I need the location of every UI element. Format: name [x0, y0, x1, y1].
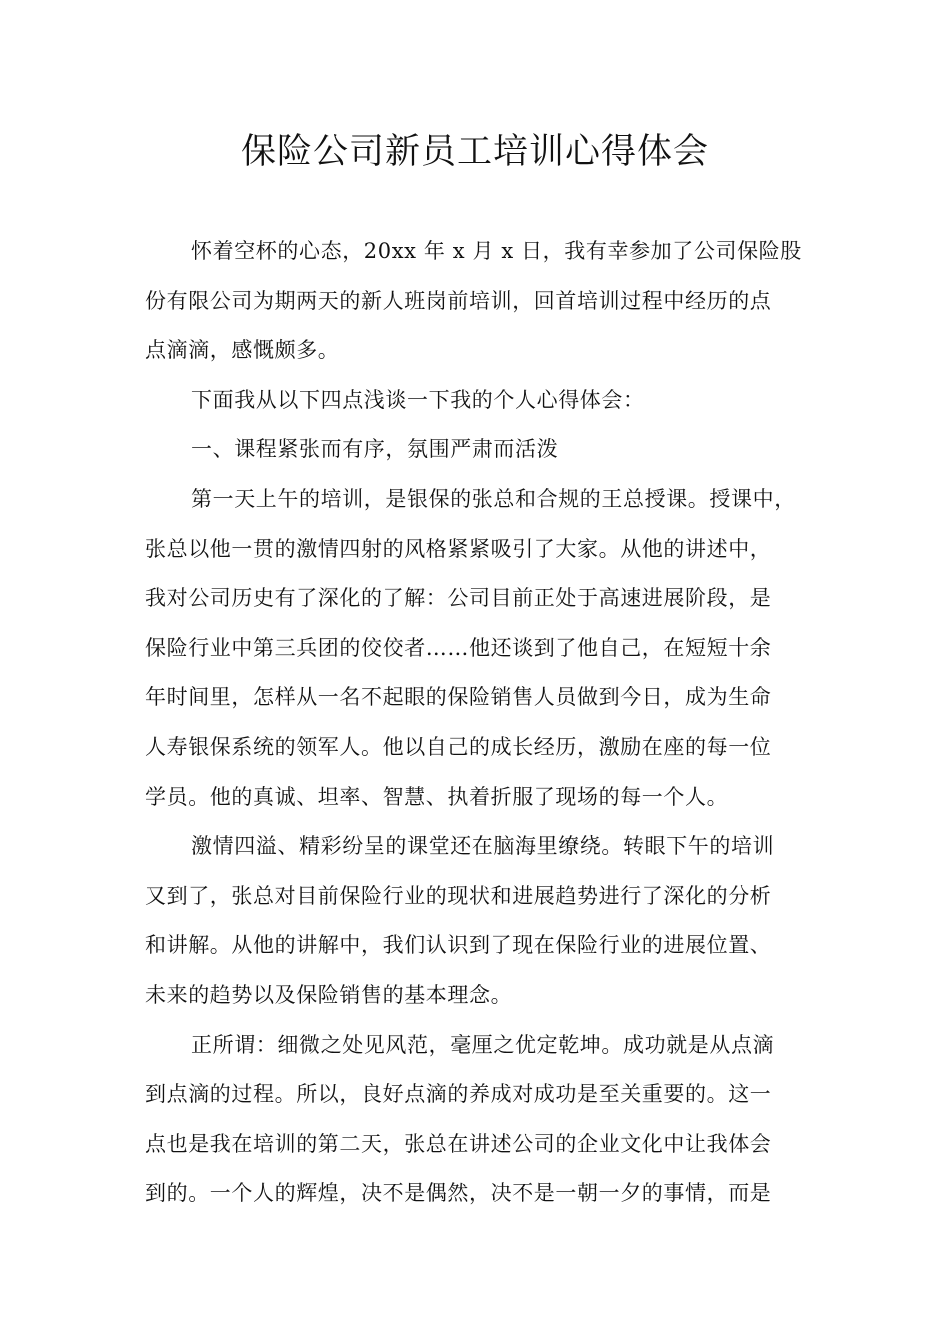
paragraph-line: 到的。一个人的辉煌，决不是偶然，决不是一朝一夕的事情，而是	[145, 1181, 772, 1206]
paragraph-line: 下面我从以下四点浅谈一下我的个人心得体会：	[191, 387, 645, 412]
paragraph-line: 张总以他一贯的激情四射的风格紧紧吸引了大家。从他的讲述中，	[145, 536, 772, 561]
document-body	[145, 227, 817, 1219]
paragraph-line: 又到了，张总对目前保险行业的现状和进展趋势进行了深化的分析	[145, 883, 772, 908]
paragraph-line: 我对公司历史有了深化的了解：公司目前正处于高速进展阶段，是	[145, 586, 772, 611]
paragraph-line: 激情四溢、精彩纷呈的课堂还在脑海里缭绕。转眼下午的培训	[191, 834, 775, 859]
paragraph-line: 点也是我在培训的第二天，张总在讲述公司的企业文化中让我体会	[145, 1131, 772, 1156]
paragraph-line: 未来的趋势以及保险销售的基本理念。	[145, 982, 513, 1007]
paragraph-line: 年时间里，怎样从一名不起眼的保险销售人员做到今日，成为生命	[145, 685, 772, 710]
paragraph-line: 正所谓：细微之处见风范，毫厘之优定乾坤。成功就是从点滴	[191, 1032, 775, 1057]
section-heading: 一、课程紧张而有序，氛围严肃而活泼	[191, 437, 559, 462]
paragraph-line: 到点滴的过程。所以，良好点滴的养成对成功是至关重要的。这一	[145, 1082, 772, 1107]
paragraph-line: 和讲解。从他的讲解中，我们认识到了现在保险行业的进展位置、	[145, 933, 772, 958]
paragraph-line: 保险行业中第三兵团的佼佼者……他还谈到了他自己，在短短十余	[145, 635, 772, 660]
paragraph-line: 第一天上午的培训，是银保的张总和合规的王总授课。授课中，	[191, 486, 796, 511]
paragraph-line: 人寿银保系统的领军人。他以自己的成长经历，激励在座的每一位	[145, 734, 772, 759]
document-title: 保险公司新员工培训心得体会	[240, 132, 709, 172]
paragraph-line: 份有限公司为期两天的新人班岗前培训，回首培训过程中经历的点	[145, 288, 772, 313]
paragraph-line: 怀着空杯的心态，20xx 年 x 月 x 日，我有幸参加了公司保险股	[191, 239, 802, 263]
paragraph-line: 点滴滴，感慨颇多。	[145, 338, 340, 363]
paragraph-line: 学员。他的真诚、坦率、智慧、执着折服了现场的每一个人。	[145, 784, 729, 809]
